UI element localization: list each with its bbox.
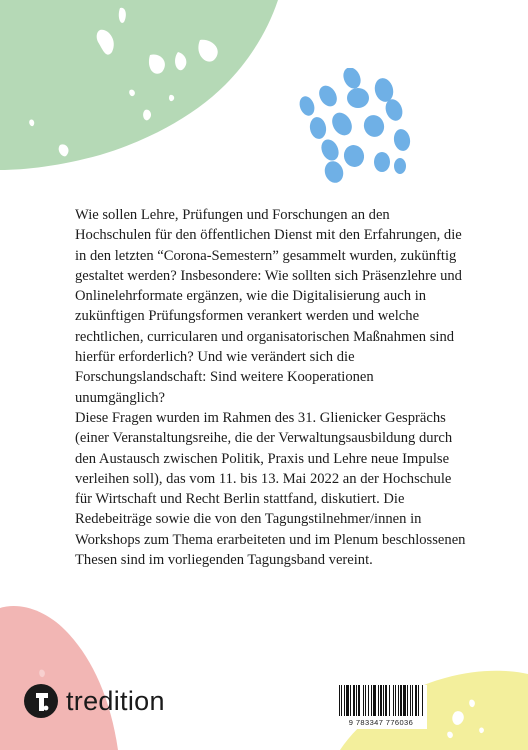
barcode-bar	[346, 685, 349, 716]
publisher-name: tredition	[66, 685, 165, 716]
isbn-number: 9 783347 776036	[348, 718, 414, 727]
blue-dot	[340, 68, 364, 91]
barcode-bar	[393, 685, 394, 716]
barcode-bar	[356, 685, 357, 716]
blue-dot	[308, 116, 328, 140]
barcode-bar	[380, 685, 382, 716]
barcode-bar	[371, 685, 372, 716]
blue-dot	[318, 137, 342, 164]
barcode-bar	[418, 685, 419, 716]
green-watercolor-blob	[0, 0, 290, 175]
back-cover-blurb	[75, 205, 467, 570]
barcode-bar	[339, 685, 340, 716]
barcode-bar	[383, 685, 384, 716]
barcode-bar	[341, 685, 342, 716]
blue-dot	[374, 152, 390, 172]
publisher-logo	[24, 683, 165, 719]
barcode-bar	[398, 685, 399, 716]
pink-watercolor-blob	[0, 600, 130, 750]
blue-dots-cluster	[290, 68, 420, 188]
barcode-bar	[358, 685, 360, 716]
barcode-bar	[410, 685, 411, 716]
blue-dot	[341, 143, 366, 169]
barcode-bar	[389, 685, 390, 716]
blue-dot	[347, 88, 369, 108]
blue-dot	[328, 109, 356, 139]
barcode-bar	[373, 685, 376, 716]
barcode-bar	[365, 685, 366, 716]
barcode-bar	[368, 685, 369, 716]
barcode-bar	[400, 685, 402, 716]
barcode-bar	[415, 685, 417, 716]
barcode-bar	[422, 685, 423, 716]
barcode-bar	[385, 685, 387, 716]
isbn-barcode	[335, 685, 427, 729]
barcode-bar	[407, 685, 408, 716]
blurb-paragraph-1: Wie sollen Lehre, Prüfungen und Forschungen an den Hochschulen für den öffentlichen Dienst mit den Erfahrungen, die in den letzten “Corona-Semestern” gesammelt wurden, zukünftig gestaltet werden? Insbesondere: Wie sollten sich Präsenzlehre und Onlinelehrformate ergänzen, wie die Digitalisierung auch in zukünftigen Prüfungsformen verankert werden und welche rechtlichen, curricularen und organisatorischen Maßnahmen sind hierfür erforderlich? Und wie verändert sich die Forschungslandschaft: Sind weitere Kooperationen unumgänglich?	[75, 207, 462, 406]
blue-dot	[361, 112, 387, 140]
barcode-bars	[335, 685, 427, 717]
barcode-bar	[363, 685, 364, 716]
barcode-bar	[353, 685, 355, 716]
barcode-bar	[350, 685, 351, 716]
barcode-bar	[378, 685, 379, 716]
barcode-bar	[403, 685, 406, 716]
blue-dot	[297, 94, 317, 118]
barcode-bar	[412, 685, 413, 716]
blue-dot	[322, 159, 346, 186]
blue-dot	[316, 82, 341, 109]
tredition-logo-icon	[24, 684, 58, 718]
barcode-bar	[395, 685, 396, 716]
blurb-paragraph-2: Diese Fragen wurden im Rahmen des 31. Glienicker Gesprächs (einer Veranstaltungsreihe, die der Verwaltungsausbildung durch den Austausch zwischen Politik, Praxis und Lehre neue Impulse verleihen soll), das vom 11. bis 13. Mai 2022 an der Hochschule für Wirtschaft und Recht Berlin stattfand, diskutiert. Die Redebeiträge sowie die von den Tagungstilnehmer/innen in Workshops zum Thema erarbeiteten und im Plenum beschlossenen Thesen sind im vorliegenden Tagungsband vereint.	[75, 409, 466, 569]
blue-dot	[392, 128, 412, 152]
blue-dot	[394, 158, 406, 174]
barcode-bar	[344, 685, 345, 716]
